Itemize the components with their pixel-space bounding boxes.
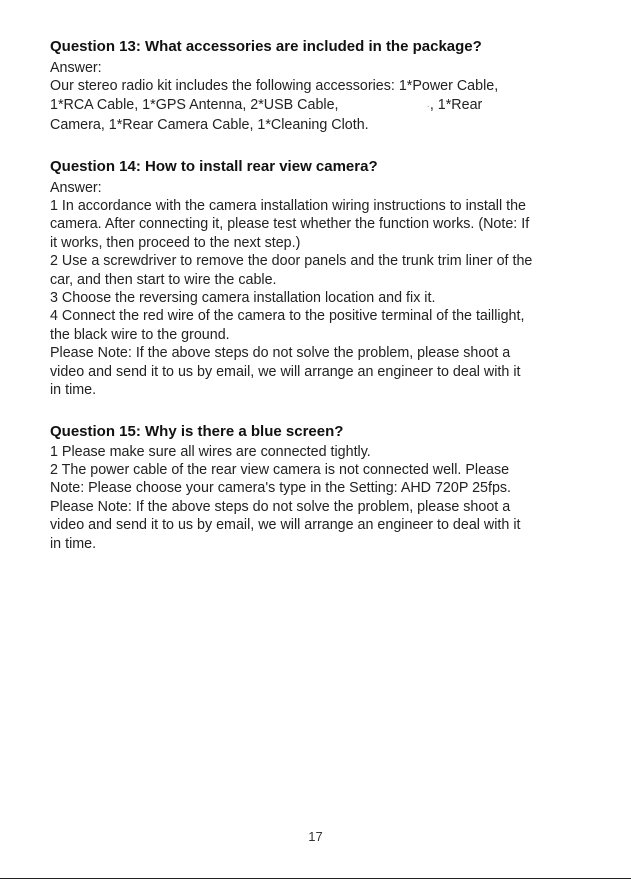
page-number: 17 — [308, 829, 323, 844]
question-15-line: 2 The power cable of the rear view camera is not connected well. Please — [50, 461, 510, 478]
question-13-title: Question 13: What accessories are included in the package? — [50, 38, 482, 55]
question-15-line: Note: Please choose your camera's type in the Setting: AHD 720P 25fps. — [50, 480, 512, 497]
question-13-line: Camera, 1*Rear Camera Cable, 1*Cleaning Cloth. — [50, 117, 369, 134]
question-15-line: video and send it to us by email, we will arrange an engineer to deal with it — [50, 517, 521, 534]
question-13-line — [50, 96, 590, 116]
question-14-answer-label: Answer: — [50, 179, 102, 196]
question-14-line: 1 In accordance with the camera installation wiring instructions to install the — [50, 198, 527, 215]
question-15-line: in time. — [50, 535, 97, 552]
bottom-divider — [0, 878, 631, 879]
faint-mark: · — [426, 100, 430, 112]
question-14-line: Please Note: If the above steps do not solve the problem, please shoot a — [50, 345, 511, 362]
question-14-line: car, and then start to wire the cable. — [50, 271, 277, 288]
question-13-line: Our stereo radio kit includes the following accessories: 1*Power Cable, — [50, 78, 499, 95]
question-14-title: Question 14: How to install rear view camera? — [50, 157, 378, 175]
question-14-line: the black wire to the ground. — [50, 326, 230, 343]
question-15-title: Question 15: Why is there a blue screen? — [50, 422, 344, 440]
faq-content — [50, 38, 590, 553]
section-gap — [50, 135, 590, 158]
question-14-line: video and send it to us by email, we will arrange an engineer to deal with it — [50, 363, 521, 380]
question-14-section — [50, 158, 590, 400]
question-14-line: 3 Choose the reversing camera installation location and fix it. — [50, 290, 436, 307]
question-13-answer-label: Answer: — [50, 60, 102, 76]
question-13-section — [50, 38, 590, 135]
question-15-line: 1 Please make sure all wires are connected tightly. — [50, 443, 371, 460]
question-14-line: it works, then proceed to the next step.) — [50, 234, 301, 251]
question-14-line: in time. — [50, 382, 97, 399]
question-14-line: camera. After connecting it, please test whether the function works. (Note: If — [50, 216, 530, 233]
question-13-accessories-part: , 1*Rear — [429, 96, 483, 113]
question-14-line: 2 Use a screwdriver to remove the door panels and the trunk trim liner of the — [50, 253, 533, 270]
section-gap — [50, 400, 590, 423]
question-15-section — [50, 423, 590, 553]
question-15-line: Please Note: If the above steps do not solve the problem, please shoot a — [50, 498, 511, 515]
question-14-line: 4 Connect the red wire of the camera to the positive terminal of the taillight, — [50, 308, 525, 325]
question-13-accessories-part: 1*RCA Cable, 1*GPS Antenna, 2*USB Cable, — [50, 96, 339, 113]
